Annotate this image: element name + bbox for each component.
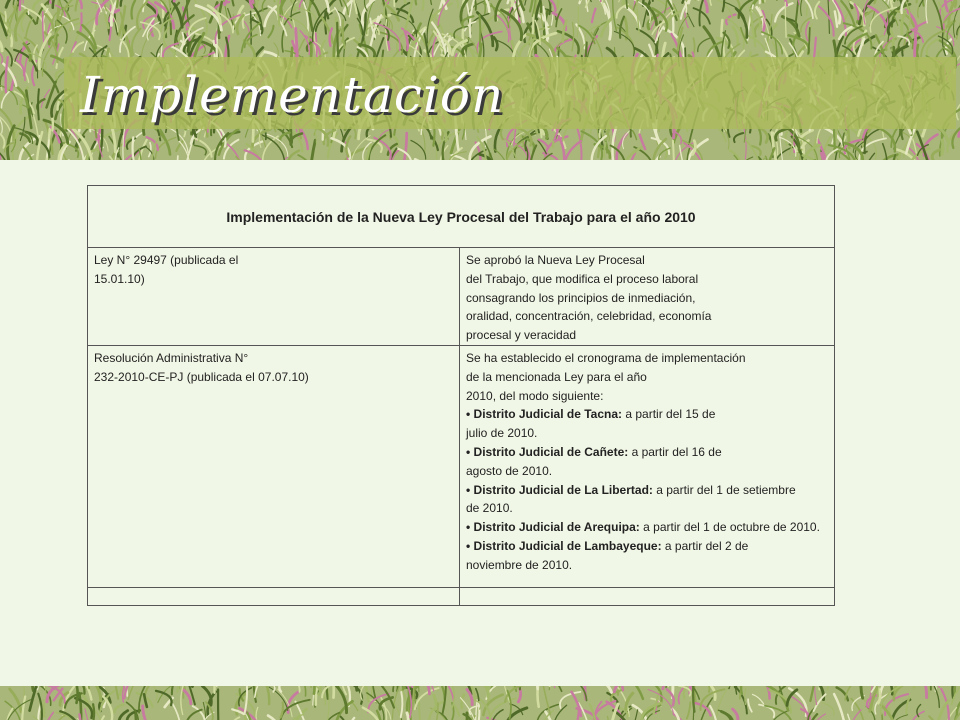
grass-blade (33, 0, 40, 13)
district-date: a partir del 2 de noviembre de 2010. (466, 538, 749, 572)
grass-blade (407, 713, 409, 720)
empty-cell (88, 587, 460, 605)
grass-blade (294, 7, 316, 25)
grass-blade (121, 0, 134, 6)
grass-blade (415, 159, 425, 160)
grass-blade (637, 29, 658, 57)
implementation-table (87, 185, 835, 606)
grass-blade (767, 148, 774, 160)
grass-blade (475, 700, 477, 720)
grass-blade (83, 0, 96, 8)
grass-blade (201, 9, 207, 35)
law-line: 15.01.10) (94, 271, 145, 286)
law-line: Ley N° 29497 (publicada el (94, 253, 239, 267)
table-row (88, 248, 835, 346)
grass-blade (85, 709, 91, 720)
resolution-cell (88, 345, 460, 587)
grass-blade (733, 27, 738, 44)
grass-background-bottom (0, 686, 960, 720)
schedule-item-arequipa (466, 518, 828, 537)
grass-blade (0, 32, 2, 51)
grass-blade (396, 0, 399, 2)
grass-blade (124, 686, 128, 698)
grass-blade (217, 686, 232, 687)
grass-blade (143, 706, 146, 720)
grass-blade (38, 89, 39, 119)
grass-blade (890, 0, 893, 8)
grass-blade (132, 29, 141, 55)
slide-title: Implementación (80, 66, 505, 124)
district-date: a partir del 1 de setiembre de 2010. (466, 482, 796, 516)
grass-blade (430, 0, 440, 4)
grass-blade (577, 7, 578, 37)
grass-blade (551, 686, 562, 691)
grass-blade (834, 694, 845, 720)
description-line: procesal y veracidad (466, 328, 577, 343)
grass-blade (689, 0, 698, 3)
table-header: Implementación de la Nueva Ley Procesal del Trabajo para el año 2010 (88, 186, 835, 248)
grass-blade (268, 26, 273, 38)
table-header-row (88, 186, 835, 248)
schedule-cell (460, 345, 835, 587)
grass-blade (933, 0, 943, 30)
grass-blade (479, 703, 480, 720)
grass-blade (114, 705, 123, 713)
grass-blade (734, 133, 743, 142)
grass-blade (144, 694, 147, 707)
grass-blade (801, 0, 803, 16)
grass-blade (733, 709, 738, 720)
table-row-empty (88, 587, 835, 605)
grass-blade (10, 689, 22, 712)
grass-blade (245, 716, 247, 720)
grass-blade (401, 692, 403, 717)
grass-blade (761, 0, 764, 2)
grass-blade (915, 39, 916, 56)
district-date: a partir del 1 de octubre de 2010. (639, 520, 820, 535)
grass-blade (481, 686, 489, 697)
grass-blade (6, 57, 8, 92)
grass-blade (530, 686, 549, 690)
district-date: a partir del 15 de julio de 2010. (466, 407, 716, 441)
grass-blade (213, 686, 214, 693)
grass-blade (532, 15, 533, 36)
grass-blade (748, 699, 752, 711)
grass-blade (56, 716, 65, 720)
schedule-item-tacna (466, 405, 731, 443)
grass-blade (921, 30, 945, 56)
grass-blade (673, 141, 674, 160)
grass-blade (346, 0, 348, 2)
grass-blade (815, 686, 817, 705)
description-line: Se aprobó la Nueva Ley Procesal (466, 253, 645, 267)
district-name: • Distrito Judicial de La Libertad: (466, 482, 653, 497)
grass-blade (687, 702, 691, 718)
table-row (88, 345, 835, 587)
grass-blade (822, 703, 834, 715)
grass-blade (275, 686, 294, 688)
resolution-line: Resolución Administrativa N° (94, 350, 249, 365)
grass-blade (745, 688, 746, 705)
district-date: a partir del 16 de agosto de 2010. (466, 444, 722, 478)
grass-blade (933, 686, 940, 707)
grass-blade (186, 710, 202, 720)
grass-blade (454, 705, 459, 716)
grass-blade (336, 701, 353, 720)
grass-blade (780, 133, 784, 161)
grass-blade (625, 18, 627, 39)
description-line: oralidad, concentración, celebridad, economía (466, 309, 712, 324)
grass-blade (508, 0, 510, 3)
grass-blade (337, 23, 338, 58)
grass-blade (22, 697, 25, 720)
grass-blade (411, 140, 426, 159)
grass-blade (769, 711, 789, 720)
grass-blade (282, 31, 284, 52)
grass-blade (378, 686, 397, 691)
schedule-item-lambayeque (466, 537, 806, 575)
grass-blade (851, 699, 864, 720)
grass-blade (785, 2, 786, 37)
grass-blade (263, 686, 269, 704)
grass-blade (53, 0, 56, 8)
grass-blade (466, 713, 467, 720)
grass-blade (626, 0, 627, 8)
grass-blade (416, 0, 440, 4)
grass-blade (926, 0, 930, 23)
grass-blade (257, 0, 280, 3)
grass-blade (730, 150, 740, 160)
grass-blade (614, 31, 634, 55)
grass-blade (43, 700, 44, 717)
grass-blade (184, 690, 191, 704)
grass-blade (810, 686, 817, 701)
grass-blade (785, 132, 787, 145)
law-description-cell (460, 248, 835, 346)
grass-blade (819, 6, 834, 35)
grass-blade (809, 28, 810, 53)
grass-blade (296, 28, 298, 56)
grass-blade (849, 710, 861, 720)
grass-blade (279, 686, 284, 692)
grass-blade (494, 37, 497, 50)
grass-blade (661, 686, 670, 687)
schedule-intro-line: 2010, del modo siguiente: (466, 388, 604, 403)
grass-blade (740, 157, 752, 160)
district-name: • Distrito Judicial de Arequipa: (466, 520, 640, 535)
grass-blade (631, 710, 638, 720)
grass-blade (308, 0, 311, 11)
grass-blade (604, 143, 605, 158)
grass-blade (865, 153, 875, 160)
grass-blade (913, 686, 915, 687)
grass-blade (796, 0, 799, 24)
grass-blade (470, 0, 474, 37)
description-line: del Trabajo, que modifica el proceso laboral (466, 271, 699, 286)
grass-blade (340, 717, 346, 720)
grass-blade (815, 2, 819, 19)
district-name: • Distrito Judicial de Tacna: (466, 407, 623, 422)
grass-blade (682, 0, 684, 3)
grass-blade (133, 137, 134, 160)
grass-blade (177, 156, 178, 160)
grass-blade (565, 141, 581, 160)
grass-blade (921, 686, 927, 698)
grass-blade (251, 11, 252, 44)
description-line: consagrando los principios de inmediación, (466, 290, 696, 305)
grass-blade (343, 20, 345, 49)
grass-blade (698, 38, 710, 51)
grass-blade (710, 706, 717, 720)
grass-blade (741, 686, 742, 694)
grass-blade (419, 701, 420, 720)
grass-blade (942, 140, 943, 154)
grass-blade (848, 714, 852, 720)
grass-blade (749, 686, 769, 699)
grass-blade (70, 23, 80, 31)
grass-blade (194, 145, 206, 154)
grass-blade (929, 716, 937, 720)
grass-blade (606, 717, 608, 720)
grass-blade (828, 686, 832, 690)
grass-blade (710, 0, 715, 5)
grass-blade (753, 694, 764, 703)
grass-blade (26, 21, 31, 37)
grass-blade (835, 11, 837, 26)
law-cell (88, 248, 460, 346)
grass-blade (893, 715, 907, 720)
grass-blade (151, 21, 153, 35)
grass-blade (834, 130, 835, 153)
grass-blade (131, 1, 135, 19)
grass-pattern-bottom (0, 686, 960, 720)
grass-blade (880, 714, 882, 720)
schedule-item-la-libertad (466, 481, 796, 519)
grass-blade (721, 20, 722, 36)
schedule-intro-line: Se ha establecido el cronograma de implementación (466, 350, 746, 365)
grass-blade (22, 686, 24, 696)
grass-blade (298, 39, 305, 54)
grass-blade (256, 707, 258, 720)
grass-blade (580, 45, 585, 56)
grass-blade (0, 110, 2, 133)
grass-blade (532, 686, 537, 689)
schedule-intro-line: de la mencionada Ley para el año (466, 369, 647, 384)
district-name: • Distrito Judicial de Lambayeque: (466, 538, 662, 553)
grass-blade (391, 0, 394, 6)
grass-blade (311, 140, 316, 160)
grass-blade (231, 0, 233, 6)
grass-blade (494, 149, 507, 160)
grass-blade (592, 9, 596, 23)
schedule-item-canete (466, 443, 731, 481)
grass-blade (228, 144, 241, 160)
grass-blade (403, 133, 407, 160)
grass-blade (497, 15, 509, 42)
grass-blade (479, 15, 480, 47)
district-name: • Distrito Judicial de Cañete: (466, 444, 629, 459)
empty-cell (460, 587, 835, 605)
grass-blade (883, 144, 887, 160)
resolution-line: 232-2010-CE-PJ (publicada el 07.07.10) (94, 369, 309, 384)
